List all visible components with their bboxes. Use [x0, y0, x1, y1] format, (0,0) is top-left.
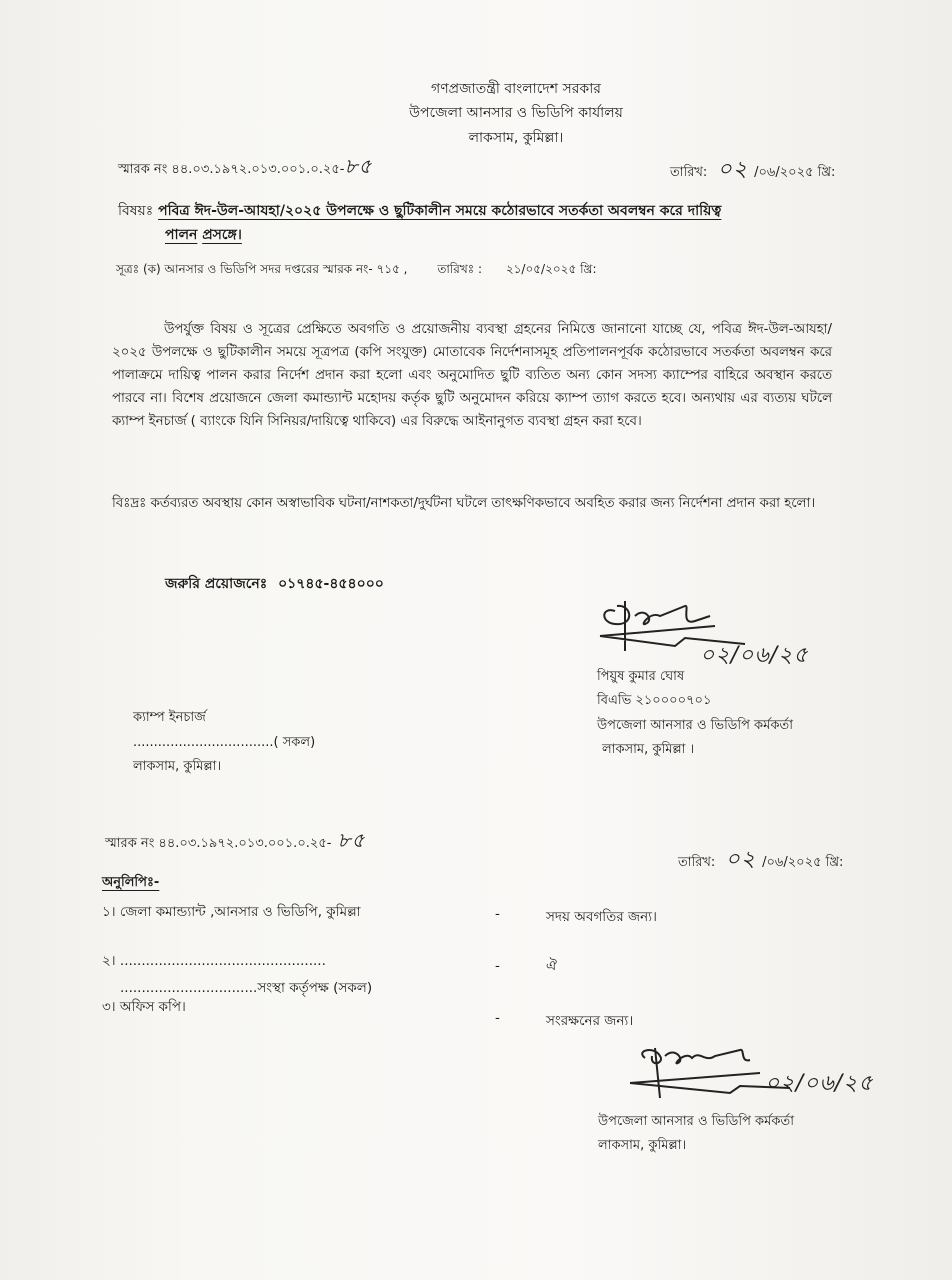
- copy-memo-date-label: তারিখ:: [678, 855, 716, 870]
- copy-item-2: ২। ................................................: [102, 953, 326, 969]
- body-paragraph: উপর্যুক্ত বিষয় ও সূত্রের প্রেক্ষিতে অবগতি ও প্রয়োজনীয় ব্যবস্থা গ্রহনের নিমিত্তে জানানো যাচ্ছে যে, পবিত্র ঈদ-উল-আযহা/২০২৫ উপলক্ষে ও ছুটিকালীন সময়ে সূত্রপত্র (কপি সংযুক্ত) মোতাবেক নির্দেশনাসমূহ প্রতিপালনপূর্বক কঠোরভাবে সতর্কতা অবলম্বন করে পালাক্রমে দায়িত্ব পালন করার নির্দেশ প্রদান করা হলো এবং অনুমোদিত ছুটি ব্যতিত অন্য কোন সদস্য ক্যাম্পের বাহিরে অবস্থান করতে পারবে না। বিশেষ প্রয়োজনে জেলা কমান্ড্যান্ট মহোদয় কর্তৃক ছুটি অনুমোদন করিয়ে ক্যাম্প ত্যাগ করতে হবে। অন্যথায় এর ব্যত্যয় ঘটলে ক্যাম্প ইনচার্জ ( ব্যাংকে যিনি সিনিয়র/দায়িত্বে থাকিবে) এর বিরুদ্ধে আইনানুগত ব্যবস্থা গ্রহন করা হবে।: [112, 322, 832, 429]
- subject-line-1: [118, 199, 721, 223]
- reference-line: [116, 261, 597, 281]
- memo-date-label: তারিখ:: [670, 165, 708, 180]
- gov-title: গণপ্রজাতন্ত্রী বাংলাদেশ সরকার: [431, 81, 601, 97]
- memo-ref-handwritten: ৮৫: [344, 154, 373, 178]
- recipient-title: ক্যাম্প ইনচার্জ: [133, 710, 206, 725]
- copies-heading: অনুলিপিঃ-: [102, 875, 160, 890]
- recipient-location: লাকসাম, কুমিল্লা।: [133, 759, 222, 774]
- signatory-designation: উপজেলা আনসার ও ভিডিপি কর্মকর্তা: [597, 718, 793, 733]
- urgent-contact: [165, 572, 384, 596]
- memo-date-rest: /০৬/২০২৫ খ্রি:: [754, 165, 836, 180]
- subject-text-2a: পালন: [165, 227, 198, 243]
- reference-date-label: তারিখঃ :: [437, 262, 482, 276]
- copy-memo-ref-label: স্মারক নং ৪৪.০৩.১৯৭২.০১৩.০০১.০.২৫-: [105, 836, 332, 851]
- copy-item-1-text: ১। জেলা কমান্ড্যান্ট ,আনসার ও ভিডিপি, কুমিল্লা: [102, 904, 361, 920]
- signature-1-date: ০২/০৬/২৫: [700, 643, 809, 668]
- signature-2-date: ০২/০৬/২৫: [765, 1071, 874, 1096]
- note-paragraph: বিঃদ্রঃ কর্তব্যরত অবস্থায় কোন অস্বাভাবিক ঘটনা/নাশকতা/দুর্ঘটনা ঘটলে তাৎক্ষণিকভাবে অবহিত করার জন্য নির্দেশনা প্রদান করা হলো।: [112, 496, 816, 511]
- recipient-dots: ..................................( সকল): [133, 735, 316, 750]
- copy-item-2-purpose: ঐ: [546, 958, 557, 974]
- copy-memo-date: [678, 842, 843, 879]
- copy-item-1: [102, 901, 361, 924]
- subject-text: পবিত্র ঈদ-উল-আযহা/২০২৫ উপলক্ষে ও ছুটিকালীন সময়ে কঠোরভাবে সতর্কতা অবলম্বন করে দায়িত্ব: [158, 203, 722, 219]
- memo-ref-label: স্মারক নং ৪৪.০৩.১৯৭২.০১৩.০০১.০.২৫-: [118, 162, 345, 177]
- urgent-phone: ০১৭৪৫-৪৫৪০০০: [278, 576, 384, 592]
- office-location: লাকসাম, কুমিল্লা।: [468, 130, 564, 146]
- copy-item-1-dash: -: [495, 906, 500, 922]
- copy-memo-date-rest: /০৬/২০২৫ খ্রি:: [762, 855, 844, 870]
- memo-date: [670, 152, 835, 189]
- copy-item-3-dash: -: [495, 1010, 500, 1026]
- office-title: উপজেলা আনসার ও ভিডিপি কার্যালয়: [409, 105, 623, 121]
- subject-text-2b: প্রসঙ্গে।: [202, 227, 242, 243]
- reference-date-value: ২১/০৫/২০২৫ খ্রি:: [505, 262, 597, 276]
- signatory2-location: লাকসাম, কুমিল্লা।: [598, 1138, 687, 1153]
- memo-ref: [118, 152, 372, 185]
- copy-item-2-dash: -: [495, 958, 500, 974]
- signatory-name: পিয়ুষ কুমার ঘোষ: [597, 669, 685, 684]
- subject-line-2: [165, 223, 242, 247]
- subject-label: বিষয়ঃ: [118, 203, 154, 219]
- signatory2-designation: উপজেলা আনসার ও ভিডিপি কর্মকর্তা: [598, 1114, 794, 1129]
- memo-date-handwritten: ০২: [717, 157, 749, 182]
- copy-item-1-purpose: সদয় অবগতির জন্য।: [546, 909, 657, 925]
- copy-item-3-purpose: সংরক্ষনের জন্য।: [546, 1013, 634, 1029]
- reference-text: সূত্রঃ (ক) আনসার ও ভিডিপি সদর দপ্তরের স্মারক নং- ৭১৫ ,: [116, 262, 408, 276]
- copy-memo-ref-handwritten: ৮৫: [337, 828, 366, 852]
- signatory-location: লাকসাম, কুমিল্লা ।: [602, 742, 695, 757]
- urgent-label: জরুরি প্রয়োজনেঃ: [165, 576, 268, 592]
- copy-memo-ref: [105, 826, 365, 859]
- copy-item-3: ৩। অফিস কপি।: [102, 999, 186, 1015]
- copy-item-2-line2: ................................সংস্থা কর্তৃপক্ষ (সকল): [120, 980, 373, 996]
- copy-memo-date-handwritten: ০২: [725, 847, 757, 872]
- signatory-id: বিএভি ২১০০০০৭০১: [597, 693, 712, 708]
